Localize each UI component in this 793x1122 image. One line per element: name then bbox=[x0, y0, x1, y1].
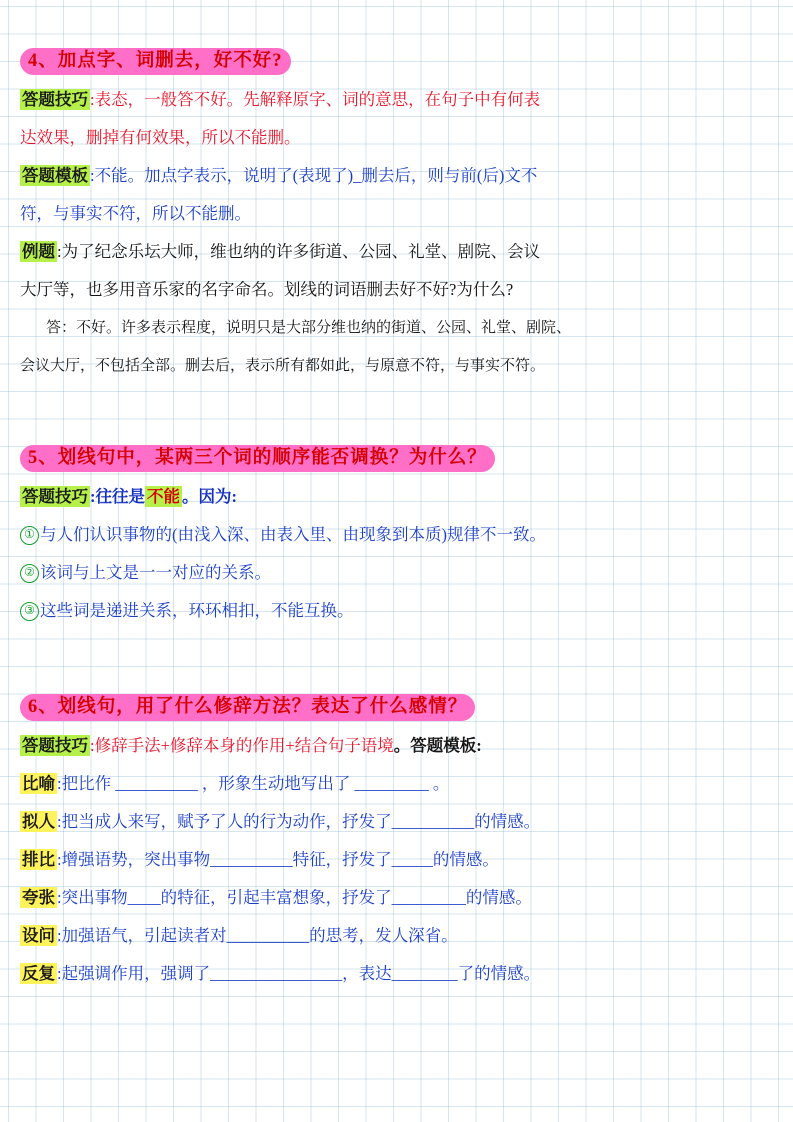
section-q5-bullet-2: ② 该词与上文是一一对应的关系。 bbox=[0, 554, 793, 592]
rhetoric-item-hyperbole: 夸张 :突出事物____的特征，引起丰富想象，抒发了_________的情感。 bbox=[22, 888, 532, 907]
section-q5-bullet-3: ③ 这些词是递进关系，环环相扣，不能互换。 bbox=[0, 592, 793, 630]
circled-number-3: ③ bbox=[20, 602, 39, 621]
rhetoric-item-personification: 拟人 :把当成人来写，赋予了人的行为动作，抒发了__________的情感。 bbox=[22, 812, 541, 831]
rhetoric-item-repetition: 反复 :起强调作用，强调了________________，表达________了的情感。 bbox=[22, 964, 541, 983]
section-q4-line-2: 达效果，删掉有何效果，所以不能删。 bbox=[20, 128, 301, 147]
rhetoric-item-metaphor: 比喻 :把比作 __________ ，形象生动地写出了 _________ 。 bbox=[22, 774, 450, 793]
section-q4 bbox=[0, 0, 793, 385]
circled-number-2: ② bbox=[20, 564, 39, 583]
section-q4-line-6: 大厅等，也多用音乐家的名字命名。划线的词语删去好不好?为什么? bbox=[20, 280, 514, 299]
circled-number-1: ① bbox=[20, 526, 39, 545]
section-q4-line-1: 答题技巧 :表态，一般答不好。先解释原字、词的意思，在句子中有何表 bbox=[22, 90, 541, 109]
section-q6 bbox=[0, 630, 793, 993]
section-q6-heading: 6、划线句，用了什么修辞方法？表达了什么感情？ bbox=[0, 688, 793, 727]
section-q4-line-5: 例题 :为了纪念乐坛大师，维也纳的许多街道、公园、礼堂、剧院、会议 bbox=[22, 242, 541, 261]
rhetoric-item-rhetorical-question: 设问 :加强语气，引起读者对__________的思考，发人深省。 bbox=[22, 926, 458, 945]
section-q4-line-8: 会议大厅，不包括全部。删去后，表示所有都如此，与原意不符，与事实不符。 bbox=[20, 358, 546, 374]
section-q4-line-4: 符，与事实不符，所以不能删。 bbox=[20, 204, 251, 223]
rhetoric-item-parallelism: 排比 :增强语势，突出事物__________特征，抒发了_____的情感。 bbox=[22, 850, 499, 869]
section-q5-heading: 5、划线句中，某两三个词的顺序能否调换？为什么？ bbox=[0, 439, 793, 478]
section-q4-line-7: 答：不好。许多表示程度，说明只是大部分维也纳的街道、公园、礼堂、剧院、 bbox=[46, 320, 572, 336]
section-q5-line-1: 答题技巧 :往往是 不能 。因为: bbox=[22, 487, 237, 506]
section-q4-heading: 4、加点字、词删去，好不好? bbox=[0, 42, 793, 81]
section-q6-line-1: 答题技巧 :修辞手法+修辞本身的作用+结合句子语境。答题模板: bbox=[22, 736, 482, 755]
section-q4-line-3: 答题模板 :不能。加点字表示，说明了(表现了)_删去后，则与前(后)文不 bbox=[22, 166, 538, 185]
section-q5 bbox=[0, 385, 793, 630]
section-q5-bullet-1: ① 与人们认识事物的(由浅入深、由表入里、由现象到本质)规律不一致。 bbox=[0, 516, 793, 554]
